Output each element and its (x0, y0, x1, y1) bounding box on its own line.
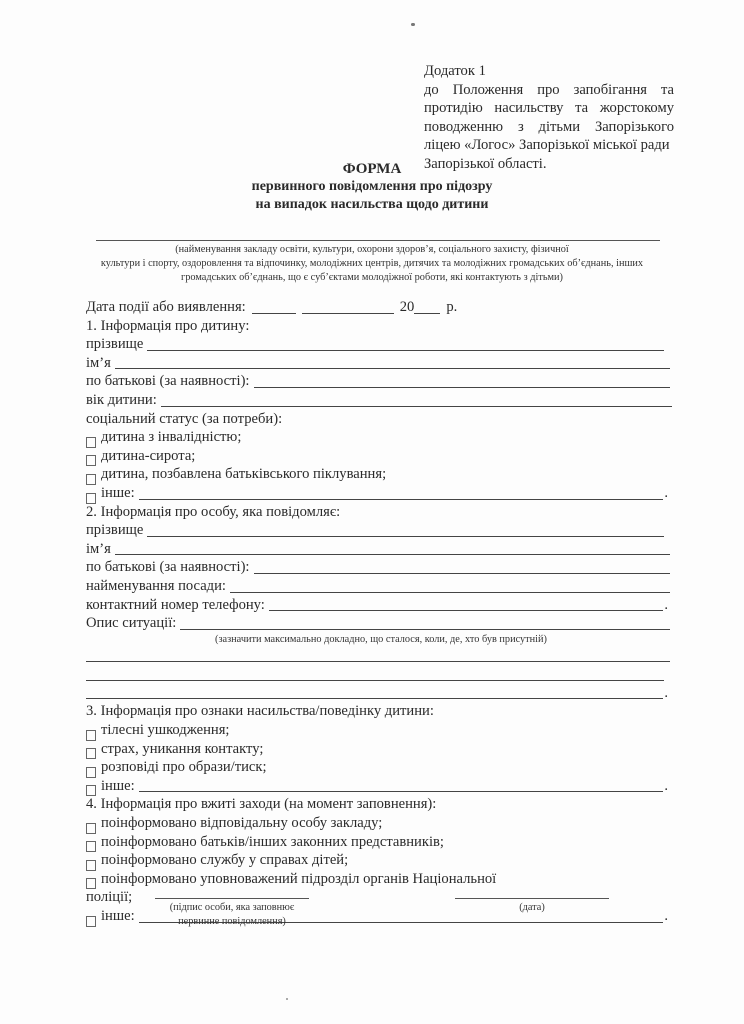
institution-field[interactable] (96, 240, 660, 241)
option-label: тілесні ушкодження; (101, 722, 230, 739)
annex-word: до (424, 81, 439, 98)
reporter-surname-field[interactable] (147, 523, 664, 537)
annex-word: Положення (452, 81, 524, 98)
option-label: розповіді про образи/тиск; (101, 759, 267, 776)
date-label: Дата події або виявлення: (86, 299, 246, 315)
section-2-heading: 2. Інформація про особу, яка повідомляє: (86, 503, 341, 520)
year-prefix: 20 (399, 299, 415, 315)
checkbox[interactable] (86, 730, 96, 741)
option-label: страх, уникання контакту; (101, 740, 264, 757)
reporter-patronymic-field[interactable] (254, 560, 671, 574)
situation-field-line[interactable] (86, 648, 670, 662)
section-heading (86, 503, 676, 522)
measure-option[interactable] (86, 851, 676, 870)
reporter-surname-row (86, 521, 664, 540)
situation-line (86, 684, 668, 703)
section-heading (86, 702, 676, 721)
form-title-main: ФОРМА (342, 161, 402, 177)
checkbox[interactable] (86, 878, 96, 889)
child-age-row (86, 391, 672, 410)
measure-option[interactable] (86, 870, 676, 889)
checkbox[interactable] (86, 748, 96, 759)
reporter-name-field[interactable] (115, 541, 670, 555)
field-label: ім’я (86, 354, 111, 371)
date-block (455, 898, 609, 915)
measure-option[interactable] (86, 814, 676, 833)
status-other-row (86, 484, 668, 503)
option-label: дитина, позбавлена батьківського піклування; (101, 466, 387, 483)
field-label: Опис ситуації: (86, 615, 177, 632)
annex-line: Запорізької області. (424, 155, 547, 172)
annex-word: з (517, 118, 524, 135)
checkbox[interactable] (86, 785, 96, 796)
option-label: дитина з інвалідністю; (101, 429, 242, 446)
scan-speck (411, 23, 415, 26)
option-label: інше: (101, 777, 135, 794)
reporter-name-row (86, 540, 670, 559)
option-label: інше: (101, 484, 135, 501)
reporter-patronymic-row (86, 558, 670, 577)
checkbox[interactable] (86, 916, 96, 927)
period: . (664, 484, 668, 501)
option-label: інше: (101, 908, 135, 924)
checkbox[interactable] (86, 474, 96, 485)
checkbox[interactable] (86, 860, 96, 871)
child-patronymic-field[interactable] (254, 374, 671, 388)
hint-line: (найменування закладу освіти, культури, охорони здоров’я, соціального захисту, фізичної (175, 244, 569, 255)
hint-line: культури і спорту, оздоровлення та відпочинку, молодіжних центрів, дитячих та молодіжних громадських об’єднань, інших (100, 258, 644, 269)
annex-word: запобігання (573, 81, 647, 98)
sign-other-field[interactable] (139, 778, 664, 792)
form-subtitle: первинного повідомлення про підозру (251, 179, 493, 194)
situation-line (86, 665, 664, 684)
situation-field-line[interactable] (86, 685, 663, 699)
field-label: прізвище (86, 336, 144, 353)
annex-line (424, 99, 674, 118)
sign-option[interactable] (86, 758, 676, 777)
annex-word: насильству (494, 100, 564, 117)
date-row (86, 298, 676, 317)
section-heading (86, 795, 676, 814)
situation-field[interactable] (180, 616, 670, 630)
signature-block (155, 898, 309, 929)
date-signature-field[interactable] (455, 898, 609, 899)
field-label: по батькові (за наявності): (86, 559, 250, 576)
situation-field-line[interactable] (86, 667, 664, 681)
sign-option[interactable] (86, 740, 676, 759)
signature-hint: (підпис особи, яка заповнює (169, 902, 295, 913)
period: . (664, 777, 668, 794)
reporter-position-row (86, 577, 670, 596)
reporter-phone-row (86, 596, 668, 615)
option-label: поінформовано службу у справах дітей; (101, 852, 349, 869)
checkbox[interactable] (86, 455, 96, 466)
sign-option[interactable] (86, 721, 676, 740)
date-month-field[interactable] (302, 300, 394, 314)
checkbox[interactable] (86, 767, 96, 778)
reporter-phone-field[interactable] (269, 597, 663, 611)
annex-line: ліцею «Логос» Запорізької міської ради (424, 137, 670, 154)
date-year-field[interactable] (414, 300, 440, 314)
child-age-field[interactable] (161, 393, 672, 407)
checkbox[interactable] (86, 437, 96, 448)
child-surname-row (86, 335, 664, 354)
signature-hint: первинне повідомлення) (178, 916, 286, 927)
checkbox[interactable] (86, 493, 96, 504)
situation-line (86, 647, 670, 666)
situation-row (86, 614, 670, 633)
option-label: поінформовано відповідальну особу закладу; (101, 815, 383, 832)
field-label: вік дитини: (86, 391, 157, 408)
option-label: дитина-сирота; (101, 447, 196, 464)
period: . (664, 908, 668, 924)
reporter-position-field[interactable] (230, 579, 670, 593)
annex-word: дітьми (538, 118, 581, 135)
period: . (664, 685, 668, 702)
status-option[interactable] (86, 447, 676, 466)
annex-title: Додаток 1 (424, 63, 486, 79)
annex-word: Запорізького (594, 118, 674, 135)
annex-word: про (537, 81, 560, 98)
section-heading (86, 317, 676, 336)
field-label: ім’я (86, 540, 111, 557)
child-name-row (86, 354, 670, 373)
field-label: контактний номер телефону: (86, 596, 265, 613)
report-form (86, 298, 676, 926)
situation-hint: (зазначити максимально докладно, що сталося, коли, де, хто був присутній) (215, 633, 547, 645)
date-day-field[interactable] (252, 300, 296, 314)
field-label: прізвище (86, 522, 144, 539)
child-patronymic-row (86, 372, 670, 391)
scan-speck (286, 998, 288, 1000)
option-label: поінформовано уповноважений підрозділ органів Національної (101, 870, 497, 887)
institution-hint (60, 243, 684, 285)
field-label: соціальний статус (за потреби): (86, 410, 283, 427)
child-name-field[interactable] (115, 355, 670, 369)
signature-field[interactable] (155, 898, 309, 899)
annex-word: протидію (424, 100, 483, 117)
checkbox[interactable] (86, 823, 96, 834)
form-subtitle: на випадок насильства щодо дитини (255, 197, 489, 212)
status-other-field[interactable] (139, 486, 664, 500)
status-option[interactable] (86, 428, 676, 447)
year-suffix: р. (446, 299, 458, 315)
status-option[interactable] (86, 465, 676, 484)
status-label-row (86, 410, 676, 429)
checkbox[interactable] (86, 841, 96, 852)
form-title (0, 160, 744, 214)
option-label: поінформовано батьків/інших законних представників; (101, 833, 444, 850)
annex-word: жорстокому (599, 100, 674, 117)
hint-line: громадських об’єднань, що є суб’єктами молодіжної роботи, які контактують з дітьми) (181, 272, 563, 283)
section-3-heading: 3. Інформація про ознаки насильства/поведінку дитини: (86, 703, 434, 720)
field-label: по батькові (за наявності): (86, 373, 250, 390)
section-4-heading: 4. Інформація про вжиті заходи (на момент заповнення): (86, 796, 437, 813)
period: . (664, 596, 668, 613)
child-surname-field[interactable] (147, 337, 664, 351)
annex-line (424, 81, 674, 100)
annex-line (424, 118, 674, 137)
option-label: поліції; (86, 889, 133, 906)
annex-block (424, 62, 674, 174)
annex-word: та (575, 100, 589, 117)
measure-option[interactable] (86, 833, 676, 852)
annex-word: та (660, 81, 674, 98)
sign-other-row (86, 777, 668, 796)
annex-word: поводженню (424, 118, 504, 135)
date-hint: (дата) (519, 902, 545, 913)
section-1-heading: 1. Інформація про дитину: (86, 317, 250, 334)
field-label: найменування посади: (86, 577, 226, 594)
